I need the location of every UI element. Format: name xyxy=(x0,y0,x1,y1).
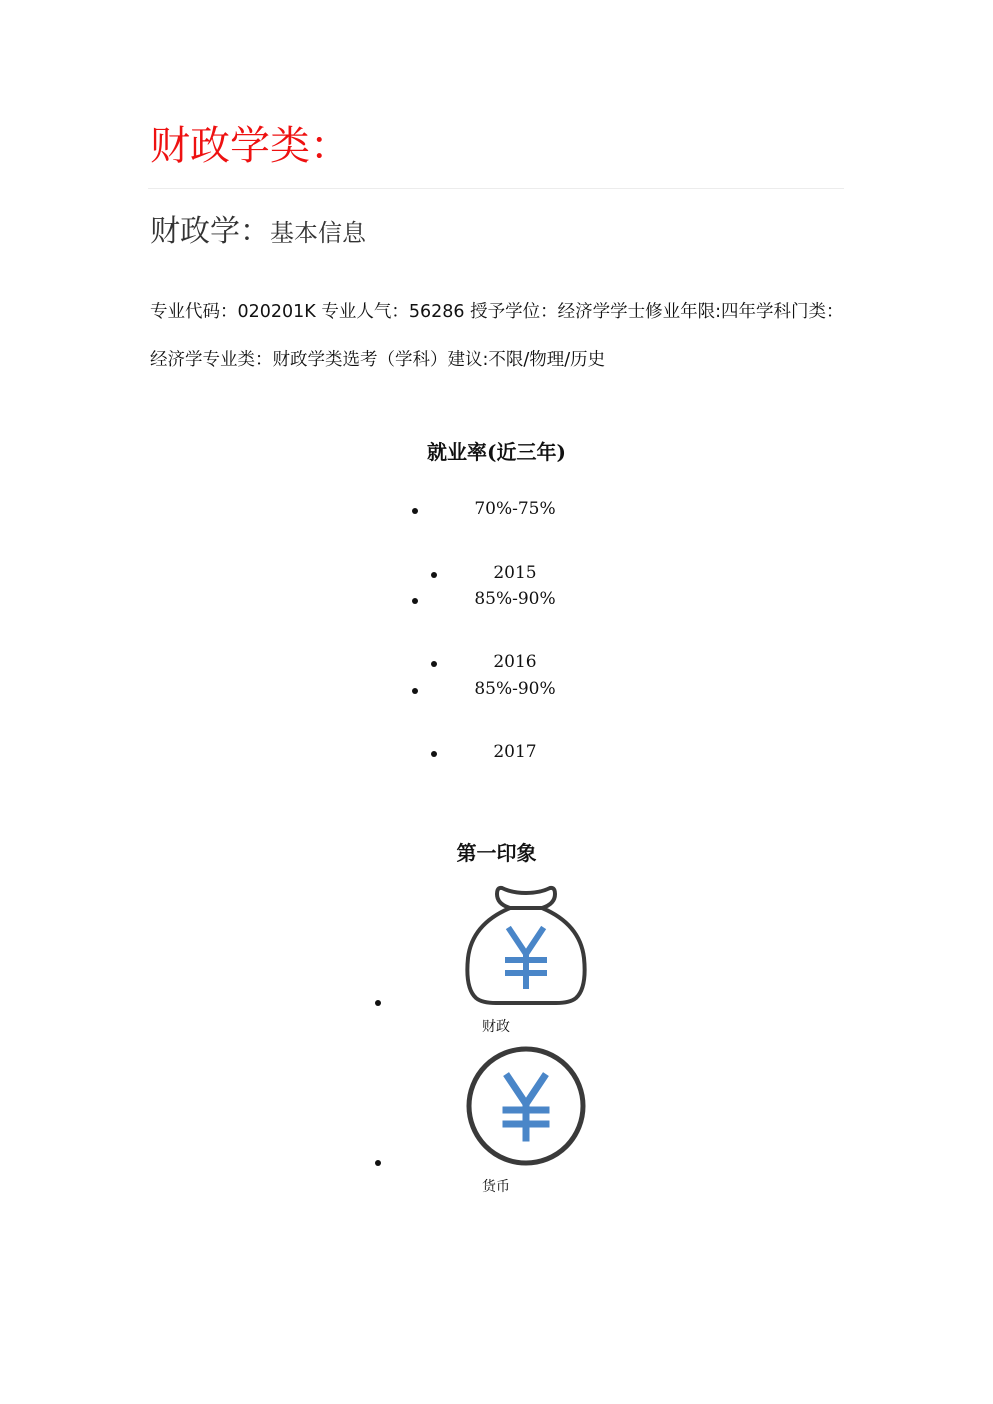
money-bag-icon xyxy=(462,882,590,1008)
impression-label: 财政 xyxy=(482,1019,510,1035)
bullet xyxy=(412,598,418,604)
divider xyxy=(148,188,844,189)
impression-label: 货币 xyxy=(482,1179,510,1195)
category-title: 财政学类： xyxy=(150,123,350,169)
bullet xyxy=(412,508,418,514)
bullet xyxy=(431,751,437,757)
employment-title: 就业率(近三年) xyxy=(427,440,566,464)
employment-rate: 70%-75% xyxy=(474,499,556,519)
impression-title: 第一印象 xyxy=(456,841,537,865)
bullet xyxy=(431,572,437,578)
bullet xyxy=(375,1160,381,1166)
bullet xyxy=(375,1000,381,1006)
major-info-paragraph: 专业代码：020201K 专业人气：56286 授予学位：经济学学士修业年限:四年学科门类：经济学专业类：财政学类选考（学科）建议:不限/物理/历史 xyxy=(150,302,844,370)
employment-year: 2017 xyxy=(493,742,537,762)
employment-year: 2015 xyxy=(493,563,537,583)
bullet xyxy=(412,688,418,694)
employment-rate: 85%-90% xyxy=(474,589,556,609)
major-heading xyxy=(150,210,366,258)
major-subtitle: 基本信息 xyxy=(270,219,366,247)
major-title: 财政学： xyxy=(150,214,270,249)
employment-year: 2016 xyxy=(493,652,537,672)
bullet xyxy=(431,661,437,667)
employment-rate: 85%-90% xyxy=(474,679,556,699)
yuan-coin-icon xyxy=(464,1044,588,1168)
